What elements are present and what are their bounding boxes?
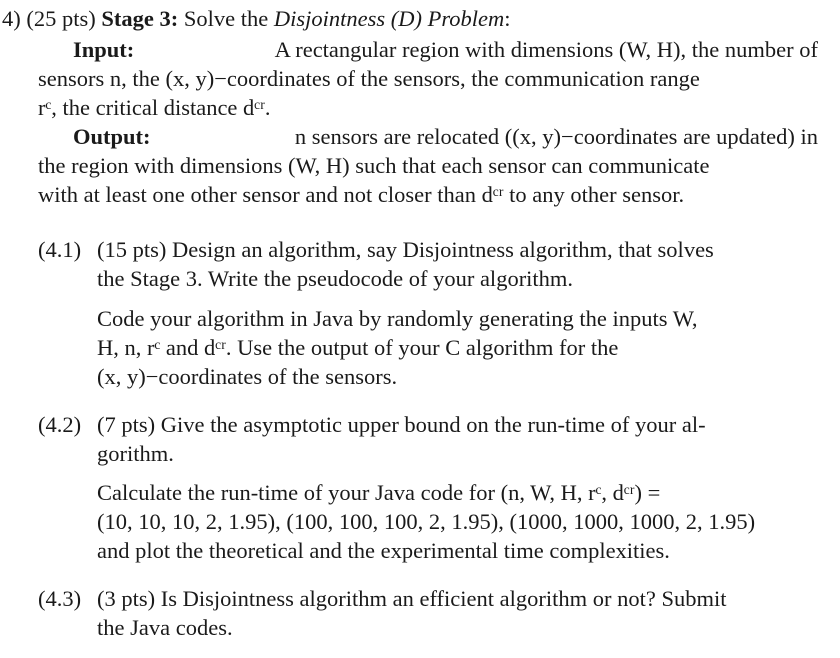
input-text-1: A rectangular region with dimensions (W, H), the number of (274, 37, 818, 62)
output-text-1: n sensors are relocated ((x, y)−coordinates are updated) in (294, 124, 818, 149)
part-4-1-number: (4.1) (38, 237, 82, 262)
part-4-1-para2-line-3: (x, y)−coordinates of the sensors. (97, 364, 398, 389)
output-line-3: with at least one other sensor and not closer than dᶜʳ to any other sensor. (38, 182, 685, 207)
input-line-2: sensors n, the (x, y)−coordinates of the sensors, the communication range (38, 66, 700, 91)
part-4-1-line-1: (15 pts) Design an algorithm, say Disjointness algorithm, that solves (97, 237, 714, 262)
part-4-3-line-2: the Java codes. (97, 615, 233, 640)
problem-header (2, 6, 511, 32)
part-4-2-number: (4.2) (38, 412, 82, 437)
part-4-1-line-2: the Stage 3. Write the pseudocode of your algorithm. (97, 266, 574, 291)
title-prefix: Solve the (183, 6, 269, 31)
output-line-1 (73, 124, 818, 150)
output-label: Output: (73, 124, 151, 149)
input-label: Input: (73, 37, 135, 62)
part-4-1-para2-line-2: H, n, rᶜ and dᶜʳ. Use the output of your C algorithm for the (97, 335, 619, 360)
part-4-2-line-2: gorithm. (97, 441, 174, 466)
part-4-3-line-1: (3 pts) Is Disjointness algorithm an efficient algorithm or not? Submit (97, 586, 727, 611)
title-suffix: : (504, 6, 511, 31)
problem-points: (25 pts) (26, 6, 96, 31)
stage-label: Stage 3: (101, 6, 179, 31)
input-line-3: rᶜ, the critical distance dᶜʳ. (38, 95, 271, 120)
part-4-3-number: (4.3) (38, 586, 82, 611)
problem-number: 4) (2, 6, 21, 31)
part-4-2-para2-line-2: (10, 10, 10, 2, 1.95), (100, 100, 100, 2, 1.95), (1000, 1000, 1000, 2, 1.95) (97, 509, 756, 534)
input-line-1 (73, 37, 818, 63)
part-4-2-para2-line-1: Calculate the run-time of your Java code for (n, W, H, rᶜ, dᶜʳ) = (97, 480, 661, 505)
problem-title: Disjointness (D) Problem (273, 6, 505, 31)
part-4-1-para2-line-1: Code your algorithm in Java by randomly generating the inputs W, (97, 306, 698, 331)
part-4-2-line-1: (7 pts) Give the asymptotic upper bound on the run-time of your al- (97, 412, 706, 437)
part-4-2-para2-line-3: and plot the theoretical and the experimental time complexities. (97, 538, 670, 563)
output-line-2: the region with dimensions (W, H) such that each sensor can communicate (38, 153, 710, 178)
